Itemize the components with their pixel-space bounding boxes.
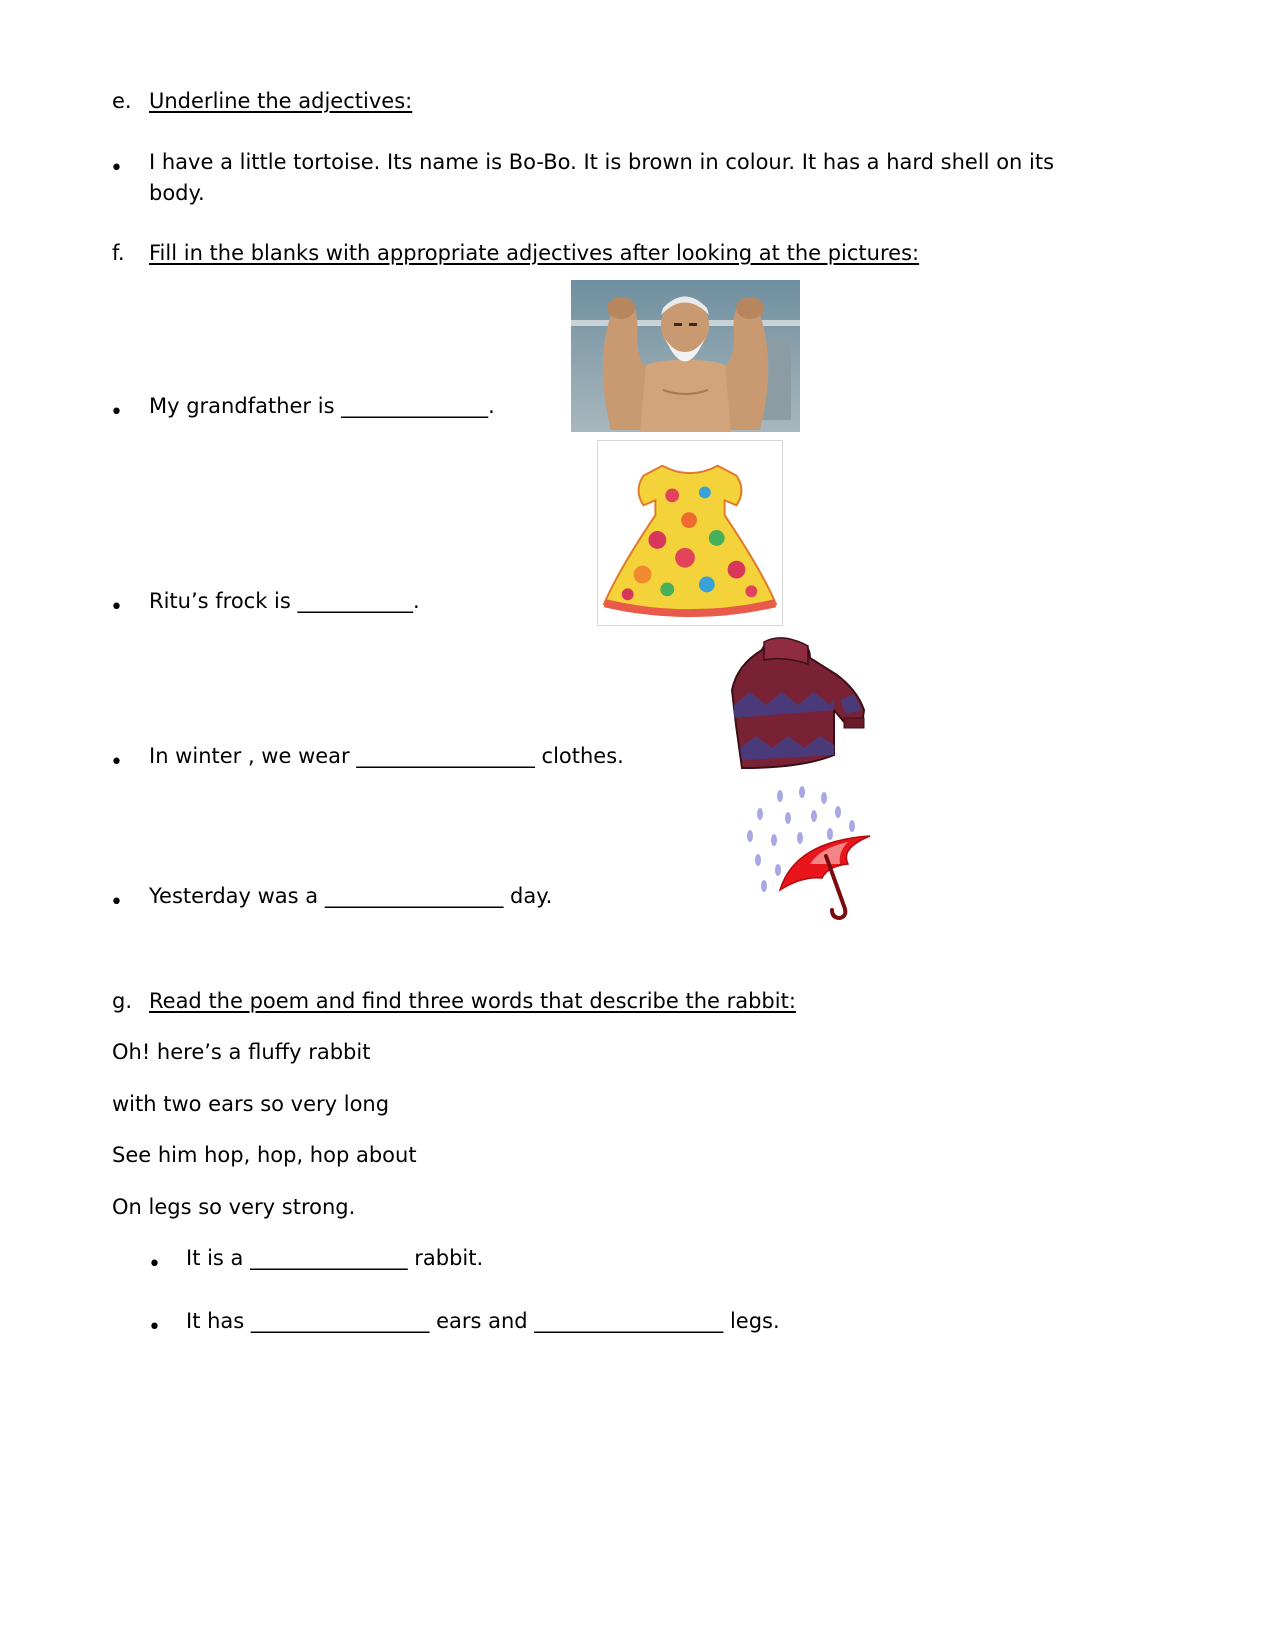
question-rabbit-type: It is a _______________ rabbit. bbox=[186, 1246, 484, 1270]
question-ears-legs: It has _________________ ears and __________________ legs. bbox=[186, 1309, 780, 1333]
fill-in-item-grandfather: My grandfather is ______________. bbox=[149, 394, 495, 418]
fill-in-item-frock: Ritu’s frock is ___________. bbox=[149, 589, 420, 613]
colourful-frock-image bbox=[597, 440, 783, 626]
bullet: • bbox=[148, 1315, 161, 1340]
bullet: • bbox=[110, 595, 123, 620]
poem-line-1: Oh! here’s a fluffy rabbit bbox=[112, 1040, 371, 1064]
section-e-heading: Underline the adjectives: bbox=[149, 89, 413, 113]
section-f-marker: f. bbox=[112, 241, 125, 265]
poem-line-2: with two ears so very long bbox=[112, 1092, 390, 1116]
poem-line-4: On legs so very strong. bbox=[112, 1195, 356, 1219]
section-f-heading: Fill in the blanks with appropriate adjectives after looking at the pictures: bbox=[149, 241, 920, 265]
section-e-marker: e. bbox=[112, 89, 132, 113]
sweater-image bbox=[722, 630, 867, 780]
strong-grandfather-image bbox=[571, 280, 800, 432]
section-g-marker: g. bbox=[112, 989, 133, 1013]
bullet: • bbox=[110, 400, 123, 425]
fill-in-item-winter: In winter , we wear _________________ clothes. bbox=[149, 744, 624, 768]
bullet: • bbox=[110, 890, 123, 915]
bullet: • bbox=[110, 156, 123, 181]
fill-in-item-yesterday: Yesterday was a _________________ day. bbox=[149, 884, 553, 908]
tortoise-text-line-2: body. bbox=[149, 181, 205, 205]
section-g-heading: Read the poem and find three words that describe the rabbit: bbox=[149, 989, 796, 1013]
umbrella-rain-image bbox=[740, 786, 880, 926]
poem-line-3: See him hop, hop, hop about bbox=[112, 1143, 417, 1167]
bullet: • bbox=[148, 1252, 161, 1277]
tortoise-text-line-1: I have a little tortoise. Its name is Bo-Bo. It is brown in colour. It has a hard shell on its bbox=[149, 150, 1055, 174]
bullet: • bbox=[110, 750, 123, 775]
